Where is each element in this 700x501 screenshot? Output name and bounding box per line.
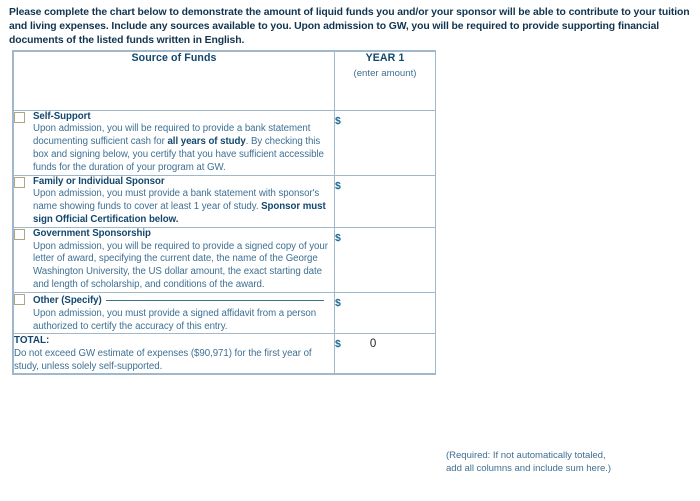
row-body-text-pre: Upon admission, you will be required to provide a bank statement documenting sufficient cash for [33, 123, 311, 148]
total-description [14, 334, 335, 374]
row-body-self-support [33, 123, 334, 175]
header-source-of-funds [14, 52, 335, 111]
table-row [14, 293, 436, 334]
row-title-government-sponsorship: Government Sponsorship [33, 228, 151, 240]
row-title-other-label: Other (Specify) [33, 295, 102, 307]
table-total-row [14, 334, 436, 374]
source-of-funds-table [12, 50, 436, 375]
amount-cell-family-sponsor[interactable] [335, 176, 436, 228]
dollar-sign-icon: $ [335, 232, 341, 245]
row-body-government-sponsorship [33, 241, 334, 293]
dollar-sign-icon: $ [335, 180, 341, 193]
amount-cell-government-sponsorship[interactable] [335, 228, 436, 293]
checkbox-self-support[interactable] [14, 112, 25, 123]
row-body-text-bold: Sponsor must sign Official Certification below. [33, 201, 326, 226]
row-title-other [33, 293, 334, 307]
row-title-family-sponsor: Family or Individual Sponsor [33, 176, 165, 188]
amount-cell-self-support[interactable] [335, 111, 436, 176]
dollar-sign-icon: $ [335, 115, 341, 127]
checkbox-government-sponsorship[interactable] [14, 229, 25, 240]
header-year-1 [335, 52, 436, 111]
row-title-self-support: Self-Support [33, 111, 91, 122]
checkbox-family-sponsor[interactable] [14, 177, 25, 188]
table-row [14, 111, 436, 176]
table-row [14, 176, 436, 228]
row-body-text-pre: Upon admission, you must provide a bank statement with sponsor's name showing funds to cover at least 1 year of study. [33, 188, 320, 213]
header-source-label: Source of Funds [131, 52, 217, 64]
intro-paragraph: Please complete the chart below to demonstrate the amount of liquid funds you and/or your sponsor will be able to contribute to your tuition and living expenses. Include any sources available to you. Upon admission to GW, you will be required to provide supporting financial documents of the listed funds written in English. [9, 7, 690, 47]
row-body-text-bold: all years of study [167, 136, 246, 148]
row-government-sponsorship-description [14, 228, 335, 293]
row-other-description [14, 293, 335, 334]
checkbox-other[interactable] [14, 294, 25, 305]
row-body-other [33, 308, 334, 334]
total-required-note-line1: (Required: If not automatically totaled, [446, 450, 606, 461]
total-label: TOTAL: [14, 335, 50, 347]
dollar-sign-icon: $ [335, 297, 341, 310]
total-note: Do not exceed GW estimate of expenses ($90,971) for the first year of study, unless solely self-supported. [14, 348, 312, 373]
dollar-sign-icon: $ [335, 338, 341, 351]
other-specify-input[interactable] [106, 293, 324, 301]
row-body-family-sponsor [33, 188, 334, 227]
row-self-support-description [14, 111, 335, 176]
total-required-note [446, 450, 686, 475]
table-row [14, 228, 436, 293]
row-body-text-pre: Upon admission, you must provide a signed affidavit from a person authorized to certify the accuracy of this entry. [33, 307, 317, 332]
row-family-sponsor-description [14, 176, 335, 228]
amount-cell-total[interactable] [335, 334, 436, 374]
header-year-sublabel: (enter amount) [353, 68, 417, 79]
header-year-label: YEAR 1 [365, 52, 405, 64]
total-required-note-line2: add all columns and include sum here.) [446, 462, 612, 474]
amount-value-total[interactable]: 0 [369, 338, 377, 351]
amount-cell-other[interactable] [335, 293, 436, 334]
row-body-text-post: . By checking this box and signing below, you certify that you have sufficient accessible funds for the duration of your program at GW. [33, 136, 324, 174]
table-header-row [14, 52, 436, 111]
row-body-text-pre: Upon admission, you will be required to provide a signed copy of your letter of award, specifying the current date, the name of the George Washington University, the US dollar amount, the exact starting date and length of scholarship, and conditions of the award. [33, 240, 328, 291]
